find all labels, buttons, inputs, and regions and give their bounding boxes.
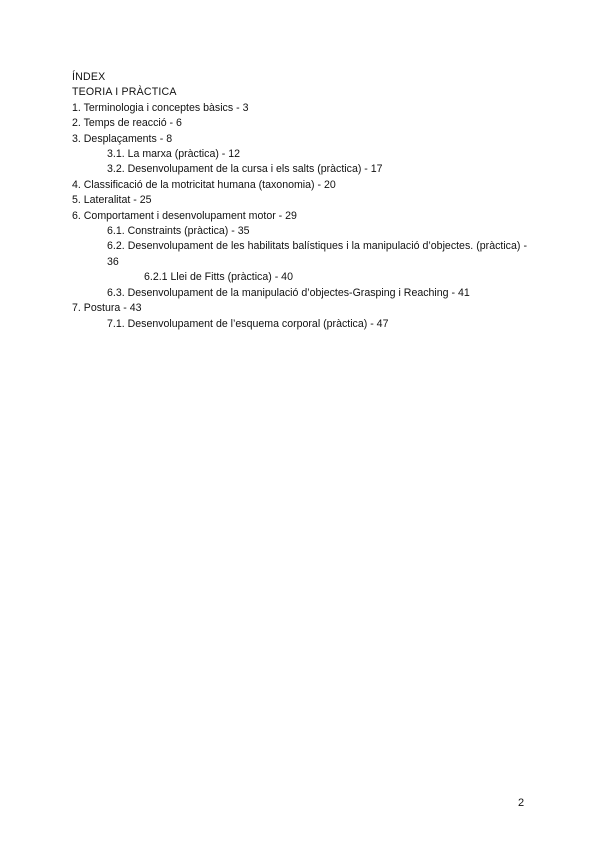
toc-title: ÍNDEX (72, 71, 106, 83)
toc-entry-6-2: 6.2. Desenvolupament de les habilitats balístiques i la manipulació d’objectes. (pràctica) - 36 (107, 240, 527, 268)
toc-entry-7: 7. Postura - 43 (72, 302, 142, 315)
page-number: 2 (518, 797, 525, 809)
toc-entry-6: 6. Comportament i desenvolupament motor - 29 (72, 209, 297, 222)
table-of-contents (72, 70, 532, 332)
toc-entry-2: 2. Temps de reacció - 6 (72, 117, 182, 130)
toc-entry-6-1: 6.1. Constraints (pràctica) - 35 (107, 225, 250, 238)
toc-entry-1: 1. Terminologia i conceptes bàsics - 3 (72, 101, 249, 114)
toc-entry-7-1: 7.1. Desenvolupament de l’esquema corporal (pràctica) - 47 (107, 317, 389, 330)
toc-entry-3-2: 3.2. Desenvolupament de la cursa i els salts (pràctica) - 17 (107, 163, 383, 176)
toc-entry-4: 4. Classificació de la motricitat humana (taxonomia) - 20 (72, 178, 336, 191)
toc-entry-3: 3. Desplaçaments - 8 (72, 132, 173, 145)
toc-entry-5: 5. Lateralitat - 25 (72, 194, 152, 207)
toc-entry-6-2-1: 6.2.1 Llei de Fitts (pràctica) - 40 (144, 271, 293, 284)
toc-entry-3-1: 3.1. La marxa (pràctica) - 12 (107, 148, 241, 161)
toc-section-heading: TEORIA I PRÀCTICA (72, 86, 177, 99)
toc-entry-6-3: 6.3. Desenvolupament de la manipulació d’objectes-Grasping i Reaching - 41 (107, 286, 470, 299)
